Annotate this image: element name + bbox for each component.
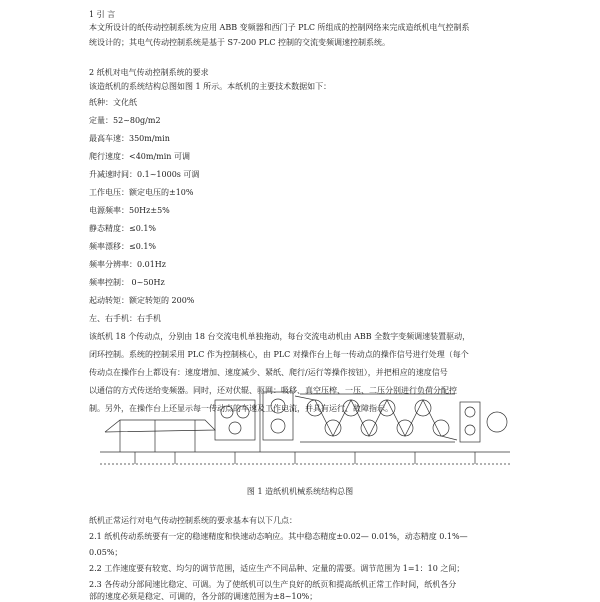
paragraph-line: 2.2 工作速度要有较宽、均匀的调节范围，适应生产不同品种、定量的需要。调节范围为 1=1：10 之间； [89,564,465,573]
paragraph-line: 部的速度必须是稳定、可调的，各分部的调速范围为±8~10%； [89,592,318,601]
spec-line: 频率控制： 0~50Hz [89,278,165,287]
paragraph-line: 该造纸机的系统结构总图如图 1 所示。本纸机的主要技术数据如下： [89,82,332,91]
spec-line: 工作电压：额定电压的±10% [89,188,194,197]
spec-line: 定量：52~80g/m2 [89,116,161,125]
figure-caption: 图 1 造纸机机械系统结构总图 [246,487,354,496]
spec-line: 爬行速度：<40m/min 可调 [89,152,191,161]
paragraph-line: 2.3 各传动分部间速比稳定、可调。为了使纸机可以生产良好的纸页和提高纸机正常工作时间，纸机各分 [89,580,457,589]
spec-line: 升减速时间：0.1~1000s 可调 [89,170,200,179]
paragraph-line: 纸机正常运行对电气传动控制系统的要求基本有以下几点： [89,516,297,525]
paragraph-line: 闭环控制。系统的控制采用 PLC 作为控制核心，由 PLC 对操作台上每一传动点的操作信号进行处理（每个 [89,350,469,359]
spec-line: 静态精度：≤0.1% [89,224,157,233]
paragraph-line: 0.05%； [89,548,123,557]
paragraph-line: 制。另外，在操作台上还显示每一传动点的车速及工作电流，并具有运行、故障指示。 [89,404,393,413]
paragraph-line: 以通信的方式传送给变频器。同时，还对伏辊、驱网：吸移、真空压榨、一压、二压分别进行负荷分配控 [89,386,457,395]
spec-line: 起动转矩：额定转矩的 200% [89,296,195,305]
paragraph-line: 2.1 纸机传动系统要有一定的稳速精度和快速动态响应。其中稳态精度±0.02— 0.01%，动态精度 0.1%— [89,532,468,541]
paper-machine-diagram [95,372,515,472]
paragraph-line: 统设计的；其电气传动控制系统是基于 S7-200 PLC 控制的交流变频调速控制系统。 [89,38,390,47]
section-2-heading: 2 纸机对电气传动控制系统的要求 [89,68,209,77]
paragraph-line: 传动点在操作台上都设有：速度增加、速度减少、紧纸、爬行/运行等操作按钮），并把相应的速度信号 [89,368,448,377]
spec-line: 左、右手机：右手机 [89,314,161,323]
spec-line: 最高车速：350m/min [89,134,170,143]
paragraph-line: 该纸机 18 个传动点，分别由 18 台交流电机单独拖动，每台交流电动机由 ABB 全数字变频调速装置驱动， [89,332,471,341]
spec-line: 电源频率：50Hz±5% [89,206,170,215]
section-1-heading: 1 引 言 [89,10,116,19]
spec-line: 纸种：文化纸 [89,98,137,107]
spec-line: 频率分辨率：0.01Hz [89,260,167,269]
spec-line: 频率漂移：≤0.1% [89,242,157,251]
paragraph-line: 本文所设计的纸传动控制系统为应用 ABB 变频器和西门子 PLC 所组成的控制网络来完成造纸机电气控制系 [89,23,470,32]
